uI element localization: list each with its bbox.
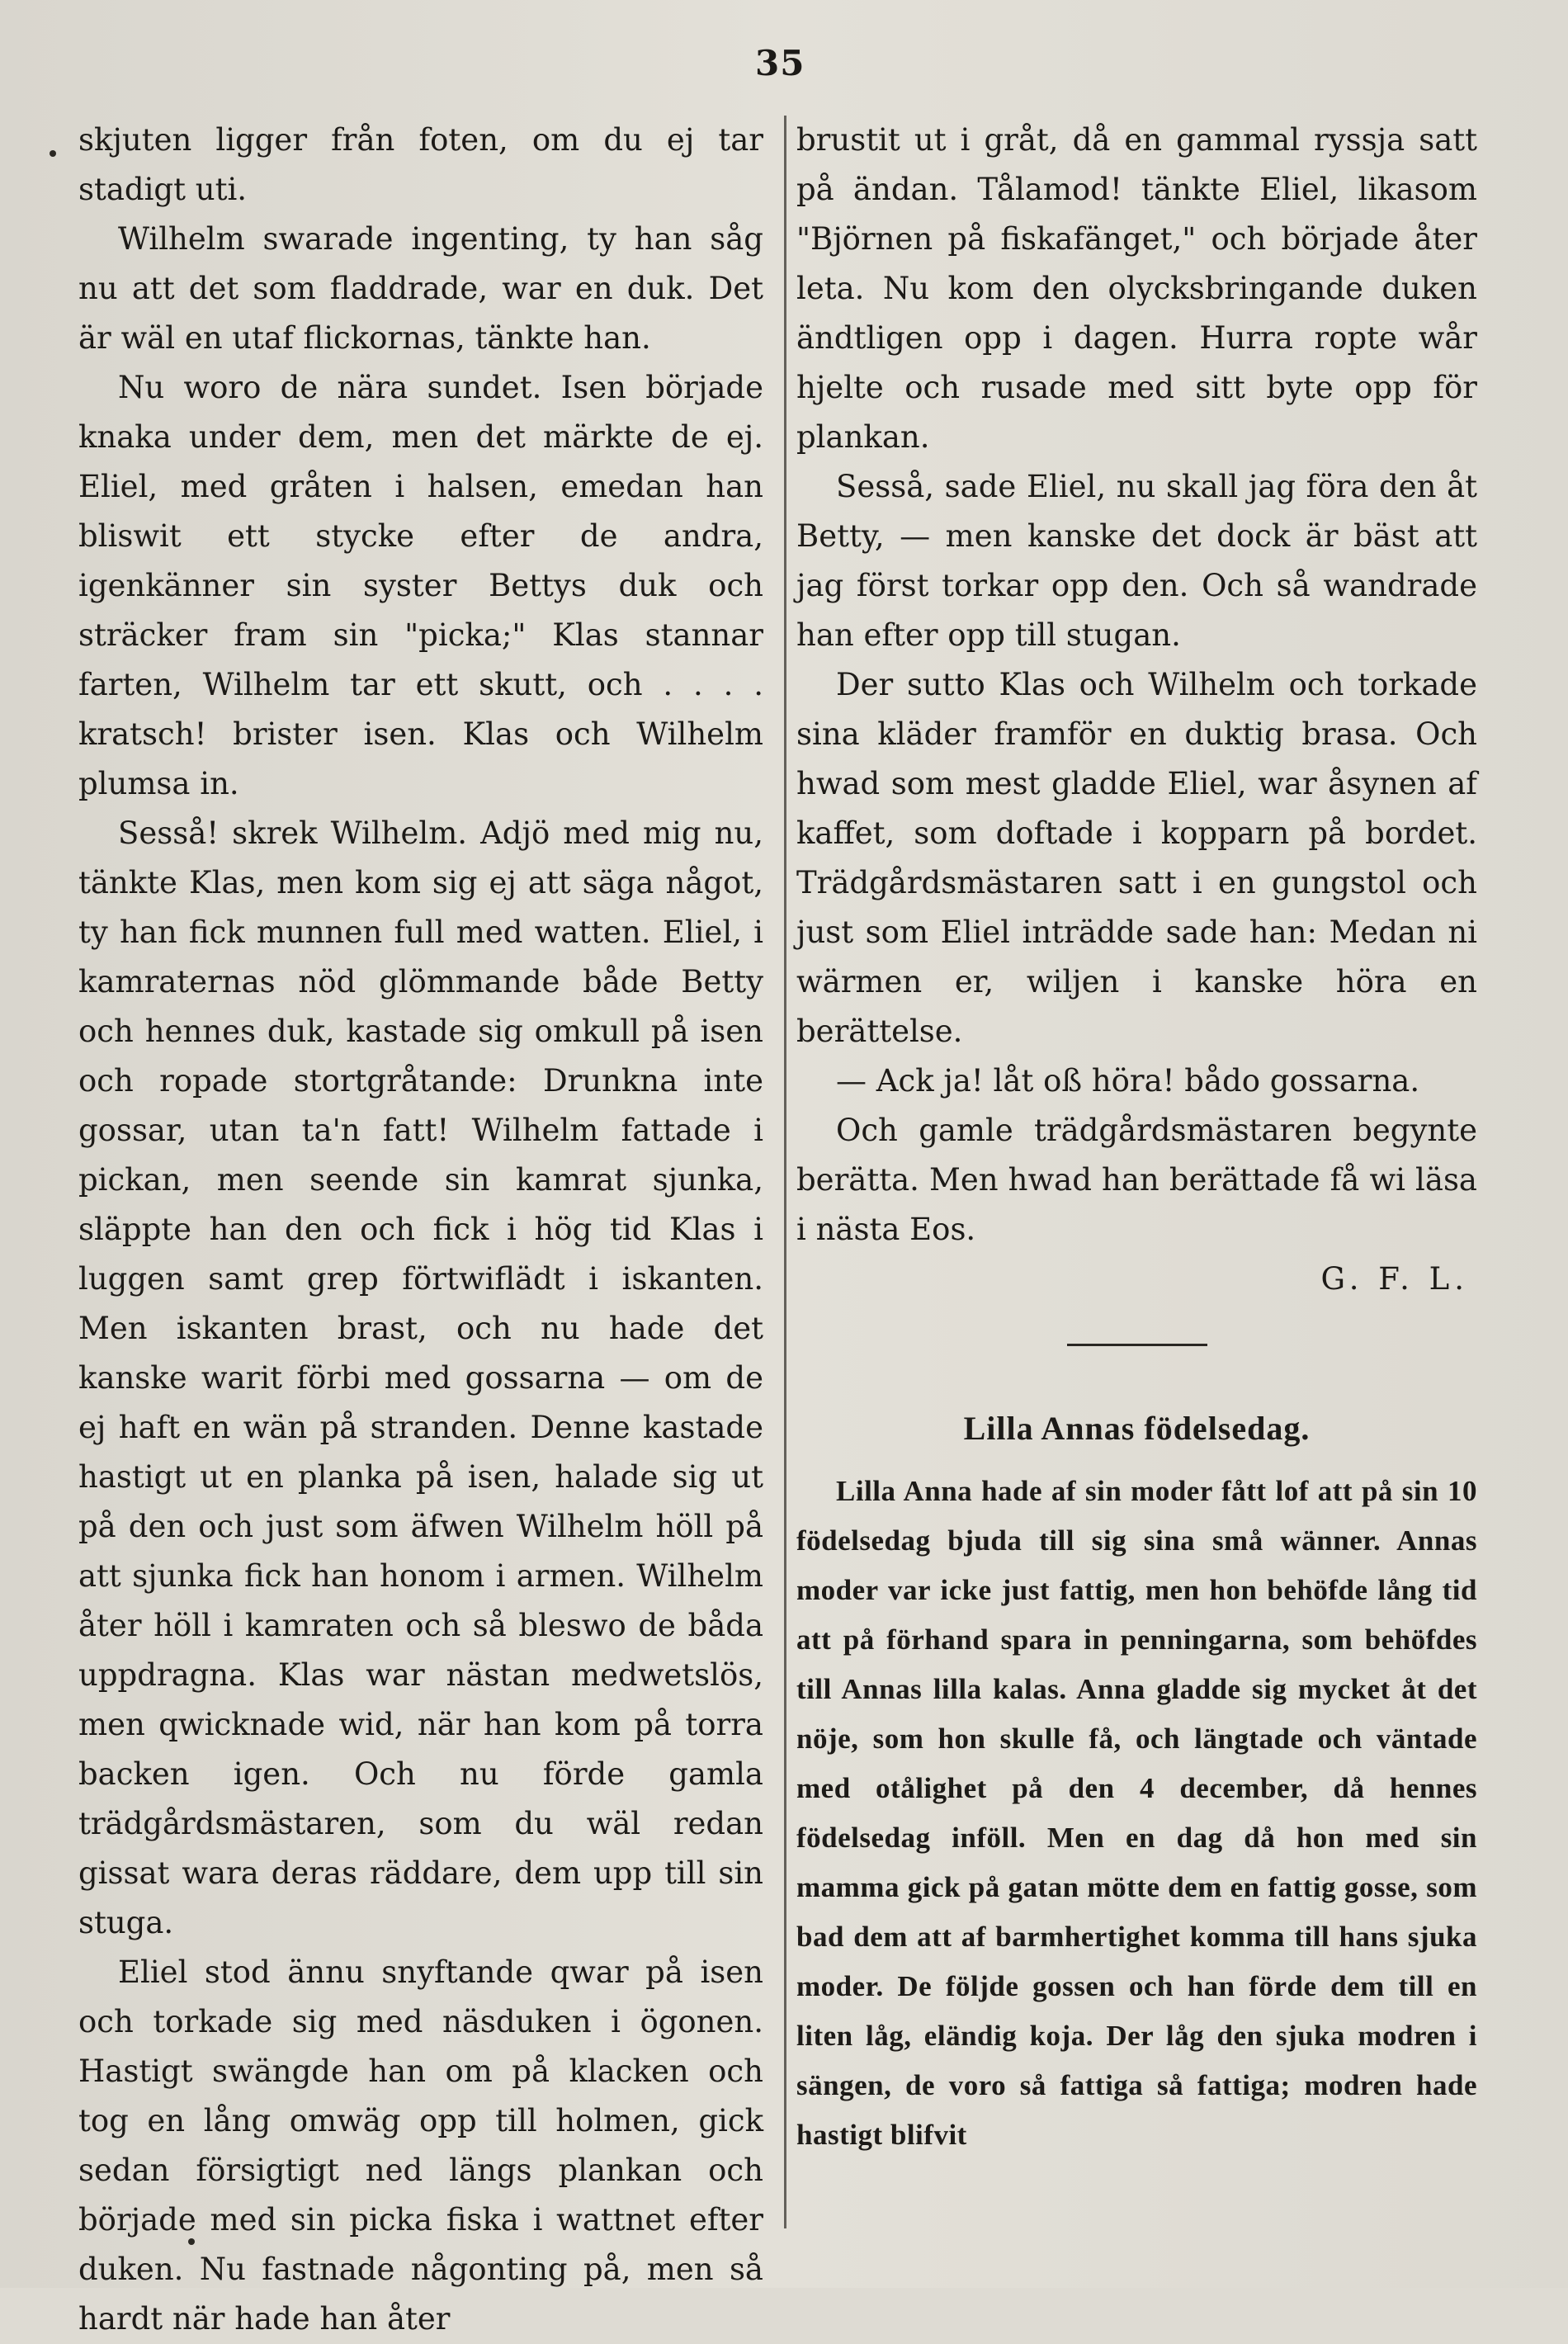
print-speck [188,2238,195,2245]
column-divider [784,116,786,2228]
section-divider [1067,1344,1207,1346]
left-paragraph-3: Nu woro de nära sundet. Isen började knaka under dem, men det märkte de ej. Eliel, med gråten i halsen, emedan han bliswit ett stycke efter de andra, igenkänner sin syster Bettys duk och sträcker fram sin "picka;" Klas stannar farten, Wilhelm tar ett skutt, och . . . . kratsch! brister isen. Klas och Wilhelm plumsa in. [78,370,763,801]
right-paragraph-1: brustit ut i gråt, då en gammal ryssja satt på ändan. Tålamod! tänkte Eliel, likasom "Björnen på fiskafänget," och började åter leta. Nu kom den olycksbringande duken ändtligen opp i dagen. Hurra ropte wår hjelte och rusade med sitt byte opp för plankan. [796,122,1477,455]
page-number: 35 [755,43,805,83]
right-paragraph-5: Och gamle trädgårdsmästaren begynte berätta. Men hwad han berättade få wi läsa i nästa Eos. [796,1113,1477,1247]
story-paragraph: Lilla Anna hade af sin moder fått lof att på sin 10 födelsedag bjuda till sig sina små wänner. Annas moder var icke just fattig, men hon behöfde lång tid att på förhand spara in penningarna, som behöfdes till Annas lilla kalas. Anna gladde sig mycket åt det nöje, som hon skulle få, och längtade och väntade med otålighet på den 4 december, då hennes födelsedag inföll. Men en dag då hon med sin mamma gick på gatan mötte dem en fattig gosse, som bad dem att af barmhertighet komma till hans sjuka moder. De följde gossen och han förde dem till en liten låg, eländig koja. Der låg den sjuka modren i sängen, de voro så fattiga så fattiga; modren hade hastigt blifvit [796,1475,1477,2151]
story-title: Lilla Annas födelsedag. [963,1410,1311,1447]
left-paragraph-5: Eliel stod ännu snyftande qwar på isen och torkade sig med näsduken i ögonen. Hastigt swängde han om på klacken och tog en lång omwäg opp till holmen, gick sedan försigtigt ned längs plankan och började med sin picka fiska i wattnet efter duken. Nu fastnade någonting på, men så hardt när hade han åter [78,1954,763,2337]
right-column [796,116,1477,2160]
right-paragraph-3: Der sutto Klas och Wilhelm och torkade sina kläder framför en duktig brasa. Och hwad som mest gladde Eliel, war åsynen af kaffet, som doftade i kopparn på bordet. Trädgårdsmästaren satt i en gungstol och just som Eliel inträdde sade han: Medan ni wärmen er, wiljen i kanske höra en berättelse. [796,667,1477,1049]
left-paragraph-1: skjuten ligger från foten, om du ej tar stadigt uti. [78,122,763,207]
left-column [78,116,763,2344]
left-paragraph-2: Wilhelm swarade ingenting, ty han såg nu att det som fladdrade, war en duk. Det är wäl en utaf flickornas, tänkte han. [78,221,763,356]
print-speck [50,150,56,157]
right-paragraph-4: — Ack ja! låt oß höra! bådo gossarna. [836,1063,1420,1099]
author-signature: G. F. L. [1320,1261,1469,1297]
left-paragraph-4: Sesså! skrek Wilhelm. Adjö med mig nu, tänkte Klas, men kom sig ej att säga något, ty han fick munnen full med watten. Eliel, i kamraternas nöd glömmande både Betty och hennes duk, kastade sig omkull på isen och ropade stortgråtande: Drunkna inte gossar, utan ta'n fatt! Wilhelm fattade i pickan, men seende sin kamrat sjunka, släppte han den och fick i hög tid Klas i luggen samt grep förtwiflädt i iskanten. Men iskanten brast, och nu hade det kanske warit förbi med gossarna — om de ej haft en wän på stranden. Denne kastade hastigt ut en planka på isen, halade sig ut på den och just som äfwen Wilhelm höll på att sjunka fick han honom i armen. Wilhelm åter höll i kamraten och så bleswo de båda uppdragna. Klas war nästan medwetslös, men qwicknade wid, när han kom på torra backen igen. Och nu förde gamla trädgårdsmästaren, som du wäl redan gissat wara deras räddare, dem upp till sin stuga. [78,815,763,1940]
right-paragraph-2: Sesså, sade Eliel, nu skall jag föra den åt Betty, — men kanske det dock är bäst att jag först torkar opp den. Och så wandrade han efter opp till stugan. [796,469,1477,653]
